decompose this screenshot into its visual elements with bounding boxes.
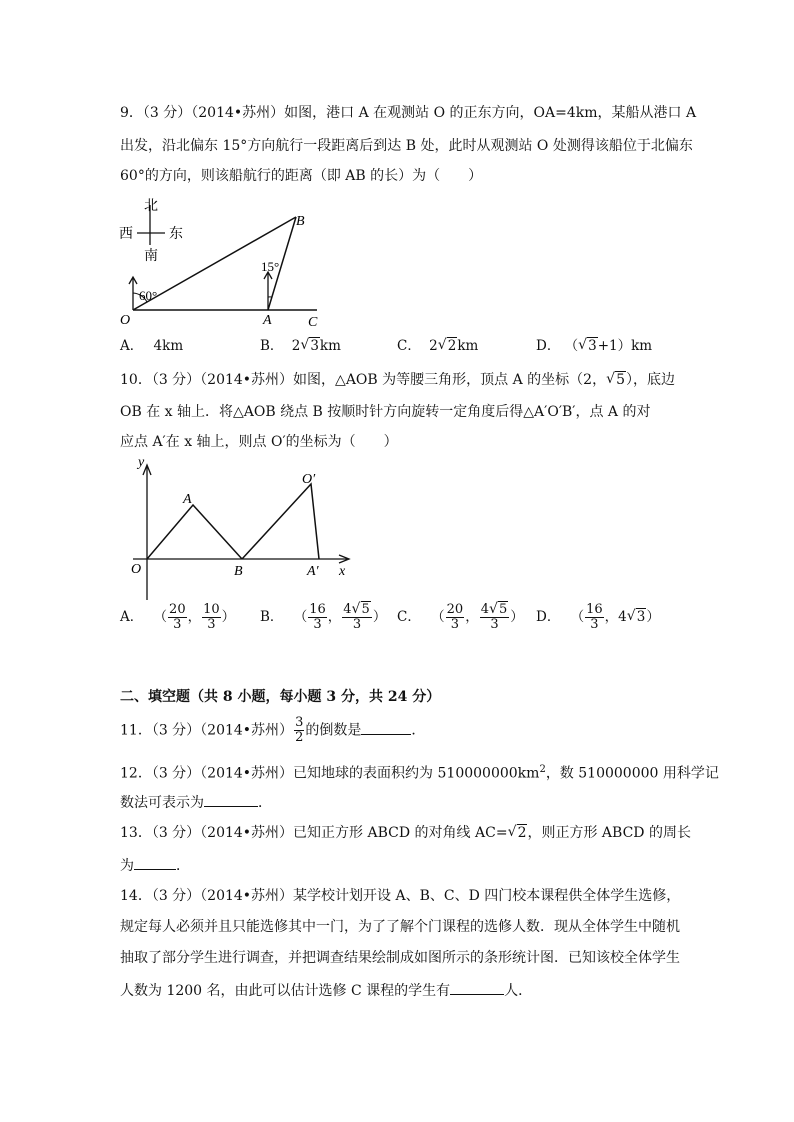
q10-option-b-frac-1 bbox=[308, 603, 327, 632]
q10-option-c-close: ） bbox=[510, 609, 524, 625]
q10-option-a-close: ） bbox=[221, 609, 236, 625]
q9-option-a-value: 4km bbox=[153, 338, 184, 354]
q9-option-c-label: C． bbox=[397, 338, 421, 354]
q12-superscript: 2 bbox=[539, 764, 546, 775]
q9-option-d-tail: +1）km bbox=[597, 338, 653, 354]
q9-option-d[interactable] bbox=[536, 336, 652, 356]
q10-option-a-comma: ， bbox=[187, 609, 202, 625]
q10-option-b-close: ） bbox=[372, 609, 387, 625]
q13-end: ． bbox=[176, 858, 190, 874]
sqrt bbox=[352, 603, 371, 617]
point-label-A: A bbox=[183, 492, 192, 507]
compass-east-label: 东 bbox=[169, 227, 183, 242]
q13-line-1-pre: 13．（3 分）（2014•苏州）已知正方形 ABCD 的对角线 AC= bbox=[120, 825, 508, 841]
q10-option-c-comma: ， bbox=[465, 609, 479, 625]
frac-numerator: 10 bbox=[203, 602, 220, 617]
q9-option-d-label: D． bbox=[536, 338, 561, 354]
frac-denominator: 3 bbox=[590, 617, 599, 632]
q14-line-2: 规定每人必须并且只能选修其中一门，为了了解个门课程的选修人数．现从全体学生中随机 bbox=[120, 919, 680, 935]
q10-option-d-close: ） bbox=[646, 609, 660, 625]
q10-option-a-open: （ bbox=[153, 609, 168, 625]
q13-sqrt bbox=[508, 823, 528, 843]
q12-answer-blank[interactable] bbox=[204, 792, 258, 807]
q10-option-c-open: （ bbox=[431, 609, 445, 625]
q10-option-d-label: D． bbox=[536, 609, 561, 625]
point-label-C: C bbox=[308, 315, 318, 330]
q9-figure bbox=[115, 195, 330, 335]
angle-label-15: 15° bbox=[261, 259, 280, 274]
x-axis-label: x bbox=[339, 564, 346, 579]
q14-line-3: 抽取了部分学生进行调查，并把调查结果绘制成如图所示的条形统计图．已知该校全体学生 bbox=[120, 950, 680, 966]
frac-numerator: 16 bbox=[586, 602, 603, 617]
q9-option-b-sqrt bbox=[300, 336, 320, 356]
q9-line-2: 出发，沿北偏东 15°方向航行一段距离后到达 B 处，此时从观测站 O 处测得该船位于北偏东 bbox=[120, 138, 693, 154]
q11 bbox=[120, 716, 425, 745]
frac-denominator: 3 bbox=[490, 617, 499, 632]
q14-line-4-post: 人． bbox=[504, 983, 533, 999]
sqrt bbox=[489, 603, 508, 617]
q10-option-c-frac-2 bbox=[480, 603, 510, 632]
q11-answer-blank[interactable] bbox=[361, 720, 411, 735]
q10-line-1 bbox=[120, 370, 675, 390]
q13-answer-blank[interactable] bbox=[134, 855, 176, 870]
q10-option-b[interactable] bbox=[260, 603, 386, 632]
point-label-B: B bbox=[296, 214, 305, 229]
frac-numerator: 20 bbox=[169, 602, 186, 617]
q9-option-a[interactable] bbox=[120, 336, 183, 356]
q9-option-b-unit: km bbox=[319, 338, 341, 354]
y-axis-label: y bbox=[138, 455, 145, 470]
q10-option-d[interactable] bbox=[536, 603, 660, 632]
q10-option-c-label: C． bbox=[397, 609, 421, 625]
coef: 4 bbox=[480, 602, 489, 617]
q10-option-a-label: A． bbox=[120, 609, 144, 625]
q10-line-3: 应点 A′在 x 轴上，则点 O′的坐标为（ ） bbox=[120, 434, 398, 450]
q9-line-3: 60°的方向，则该船航行的距离（即 AB 的长）为（ ） bbox=[120, 168, 483, 184]
q10-line-2: OB 在 x 轴上．将△AOB 绕点 B 按顺时针方向旋转一定角度后得△A′O′B′，点 A 的对 bbox=[120, 404, 651, 420]
q10-option-d-coef: 4 bbox=[618, 609, 627, 625]
point-label-O: O bbox=[120, 313, 131, 328]
point-label-A: A bbox=[263, 313, 272, 328]
q10-option-a-frac-1 bbox=[168, 603, 187, 632]
q10-option-b-comma: ， bbox=[327, 609, 342, 625]
q13-line-1 bbox=[120, 823, 691, 843]
point-label-A-prime: A′ bbox=[307, 564, 319, 579]
q10-line-1-post: ），底边 bbox=[626, 372, 675, 388]
q10-option-a[interactable] bbox=[120, 603, 235, 632]
q14-line-1: 14．（3 分）（2014•苏州）某学校计划开设 A、B、C、D 四门校本课程供全体学生选修， bbox=[120, 888, 681, 904]
q9-option-c[interactable] bbox=[397, 336, 478, 356]
frac-denominator: 3 bbox=[207, 617, 216, 632]
q13-line-1-post: ，则正方形 ABCD 的周长 bbox=[527, 825, 691, 841]
rad: 5 bbox=[361, 602, 370, 617]
q10-figure bbox=[115, 455, 360, 605]
frac-denominator: 2 bbox=[295, 730, 304, 745]
q10-option-d-comma: ， bbox=[604, 609, 619, 625]
frac-numerator bbox=[342, 603, 372, 618]
q11-post: 的倒数是 bbox=[305, 722, 362, 739]
q10-option-b-open: （ bbox=[293, 609, 308, 625]
q11-end: ． bbox=[411, 722, 426, 739]
frac-numerator: 3 bbox=[295, 715, 304, 730]
q10-option-d-open: （ bbox=[570, 609, 585, 625]
q9-option-b-label: B． bbox=[260, 338, 284, 354]
q9-option-d-rad: 3 bbox=[588, 338, 597, 354]
compass-west-label: 西 bbox=[119, 227, 133, 242]
frac-denominator: 3 bbox=[313, 617, 322, 632]
q12-line-2-text: 数法可表示为 bbox=[120, 795, 204, 811]
frac-numerator: 16 bbox=[309, 602, 326, 617]
q11-fraction bbox=[294, 716, 304, 745]
rad: 5 bbox=[498, 602, 508, 617]
q9-option-c-coef: 2 bbox=[429, 338, 438, 354]
q9-option-d-sqrt bbox=[578, 336, 598, 356]
angle-label-60: 60° bbox=[139, 288, 158, 303]
q9-option-a-label: A． bbox=[120, 338, 144, 354]
point-label-O-prime: O′ bbox=[302, 472, 316, 487]
q10-option-b-frac-2 bbox=[342, 603, 372, 632]
frac-denominator: 3 bbox=[450, 617, 460, 632]
q12-end: ． bbox=[258, 795, 272, 811]
q14-line-4-pre: 人数为 1200 名，由此可以估计选修 C 课程的学生有 bbox=[120, 983, 451, 999]
q10-option-b-label: B． bbox=[260, 609, 284, 625]
q9-option-c-sqrt bbox=[438, 336, 458, 356]
q10-line-1-pre: 10．（3 分）（2014•苏州）如图，△AOB 为等腰三角形，顶点 A 的坐标（2， bbox=[120, 372, 607, 388]
q9-option-b-coef: 2 bbox=[291, 338, 301, 354]
compass-south-label: 南 bbox=[144, 249, 158, 264]
frac-numerator bbox=[480, 603, 510, 618]
q12-line-2 bbox=[120, 792, 272, 813]
q9-line-1: 9．（3 分）（2014•苏州）如图，港口 A 在观测站 O 的正东方向，OA=4km，某船从港口 A bbox=[120, 105, 697, 121]
q14-line-4 bbox=[120, 980, 532, 1001]
coef: 4 bbox=[343, 602, 352, 617]
q11-pre: 11．（3 分）（2014•苏州） bbox=[120, 722, 294, 739]
q13-line-2 bbox=[120, 855, 190, 876]
q13-rad: 2 bbox=[517, 825, 527, 841]
q10-option-c[interactable] bbox=[397, 603, 524, 632]
triangle-A'O'B' bbox=[242, 484, 319, 559]
frac-denominator: 3 bbox=[352, 617, 362, 632]
q9-option-b[interactable] bbox=[260, 336, 341, 356]
q10-option-d-frac-1 bbox=[585, 603, 604, 632]
frac-denominator: 3 bbox=[173, 617, 182, 632]
compass-north-label: 北 bbox=[144, 199, 158, 214]
q10-rad: 5 bbox=[616, 372, 625, 388]
q10-option-a-frac-2 bbox=[202, 603, 221, 632]
q10-sqrt bbox=[606, 370, 626, 390]
q10-option-d-sqrt bbox=[627, 607, 647, 627]
q9-option-d-open: （ bbox=[564, 338, 579, 354]
q14-answer-blank[interactable] bbox=[450, 980, 504, 995]
frac-numerator: 20 bbox=[446, 602, 464, 617]
q13-line-2-text: 为 bbox=[120, 858, 134, 874]
point-label-B: B bbox=[234, 564, 243, 579]
q12-line-1-pre: 12．（3 分）（2014•苏州）已知地球的表面积约为 510000000km bbox=[120, 765, 540, 782]
triangle-AOB bbox=[147, 505, 242, 559]
section-2-title: 二、填空题（共 8 小题，每小题 3 分，共 24 分） bbox=[120, 689, 441, 705]
q12-line-1 bbox=[120, 760, 719, 784]
q9-option-c-rad: 2 bbox=[447, 338, 457, 354]
point-label-O: O bbox=[131, 562, 142, 577]
q9-option-b-rad: 3 bbox=[310, 338, 319, 354]
q10-option-d-rad: 3 bbox=[636, 609, 646, 625]
q9-option-c-unit: km bbox=[457, 338, 479, 354]
q10-option-c-frac-1 bbox=[446, 603, 465, 632]
q12-line-1-post: ，数 510000000 用科学记 bbox=[545, 765, 719, 782]
